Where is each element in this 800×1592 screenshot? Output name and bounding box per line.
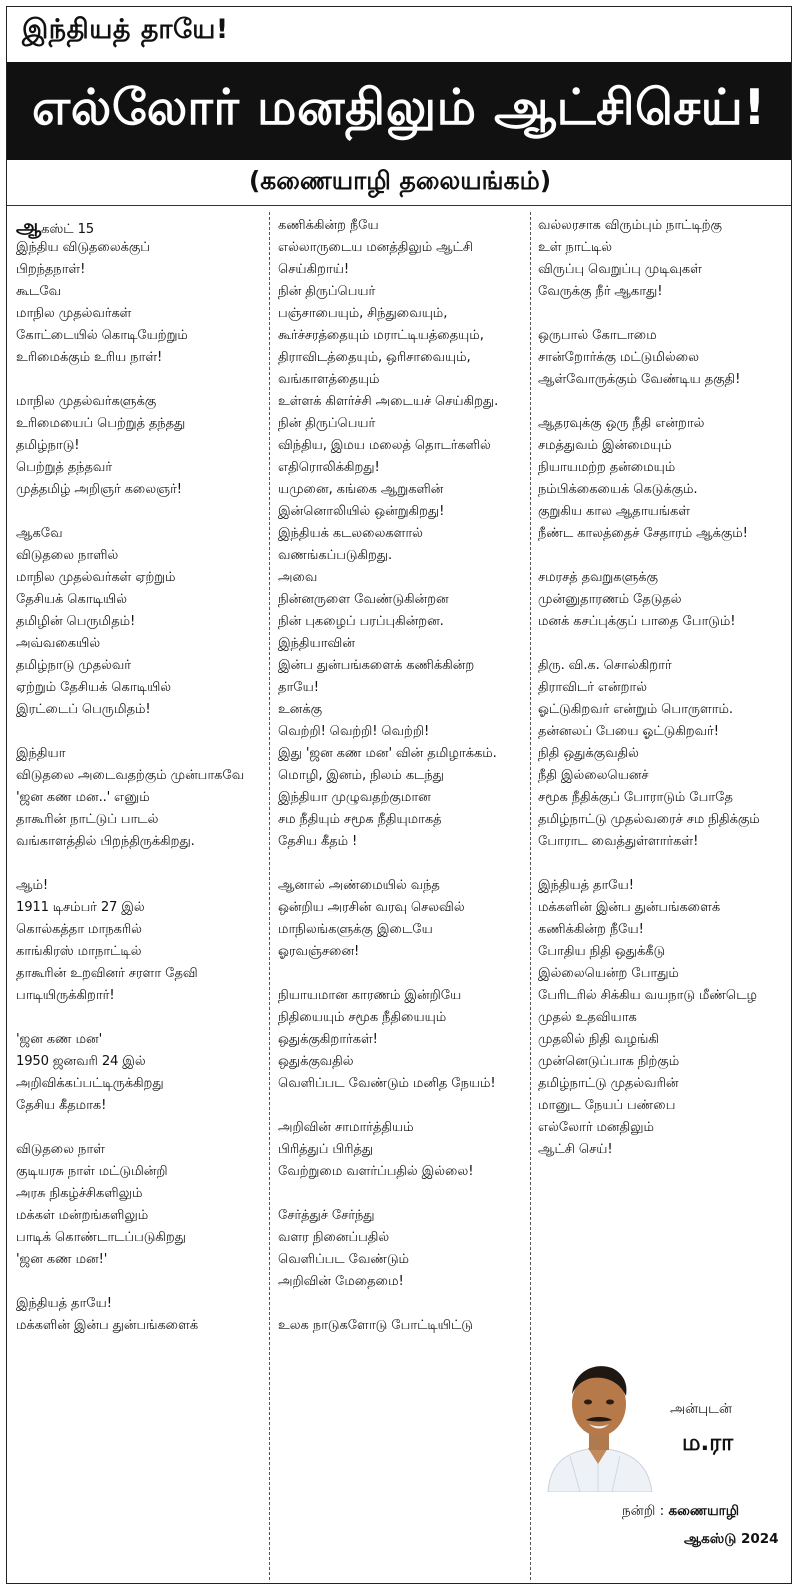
text-line-content: முன்னுதாரணம் தேடுதல் — [538, 592, 682, 607]
text-line — [278, 281, 526, 303]
stanza-break — [278, 853, 526, 875]
stanza-break — [278, 963, 526, 985]
kicker-heading: இந்தியத் தாயே! — [22, 14, 229, 45]
text-line — [538, 479, 783, 501]
text-line-content: சேர்த்துச் சேர்ந்து — [278, 1208, 375, 1223]
text-line — [278, 677, 526, 699]
text-line-content: சான்றோர்க்கு மட்டுமில்லை — [538, 350, 700, 365]
text-line — [278, 655, 526, 677]
text-line — [278, 413, 526, 435]
text-line-content: நின் திருப்பெயர் — [278, 284, 376, 299]
text-line-content: நம்பிக்கையைக் கெடுக்கும். — [538, 482, 698, 497]
text-line — [278, 743, 526, 765]
text-line — [16, 831, 261, 853]
text-line — [16, 875, 261, 897]
text-line-content: தமிழின் பெருமிதம்! — [16, 614, 136, 629]
text-line-content: கணிக்கின்ற நீயே — [278, 218, 379, 233]
text-line — [278, 897, 526, 919]
text-line — [16, 941, 261, 963]
text-line-content: திரு. வி.க. சொல்கிறார் — [538, 658, 672, 673]
text-line — [538, 215, 783, 237]
text-line — [16, 523, 261, 545]
text-line — [278, 1227, 526, 1249]
text-line-content: எல்லோர் மனதிலும் — [538, 1120, 654, 1135]
text-line — [538, 919, 783, 941]
stanza-break — [16, 1117, 261, 1139]
text-line-content: உள்ளக் கிளர்ச்சி அடையச் செய்கிறது. — [278, 394, 499, 409]
text-line-content: நின்னருளை வேண்டுகின்றன — [278, 592, 449, 607]
text-line — [278, 567, 526, 589]
header-divider — [7, 205, 791, 206]
text-column-1 — [16, 215, 261, 1337]
sign-off-text: அன்புடன் — [670, 1401, 732, 1417]
stanza-break — [538, 545, 783, 567]
text-line-content: விடுதலை நாள் — [16, 1142, 105, 1157]
portrait-image — [540, 1352, 658, 1492]
text-line-content: மக்களின் இன்ப துன்பங்களைக் — [16, 1318, 199, 1333]
text-line-content: தமிழ்நாட்டு முதல்வரைச் சம நிதிக்கும் — [538, 812, 760, 827]
text-line — [16, 347, 261, 369]
text-line — [16, 1293, 261, 1315]
text-line — [278, 1117, 526, 1139]
text-line-content: குறுகிய கால ஆதாயங்கள் — [538, 504, 690, 519]
text-line-content: செய்கிறாய்! — [278, 262, 349, 277]
stanza-break — [278, 1183, 526, 1205]
text-line-content: 1950 ஜனவரி 24 இல் — [16, 1054, 146, 1069]
text-line — [538, 325, 783, 347]
text-line-content: வேருக்கு நீர் ஆகாது! — [538, 284, 663, 299]
text-line-content: காங்கிரஸ் மாநாட்டில் — [16, 944, 142, 959]
text-line — [278, 875, 526, 897]
text-line-content: நிதியையும் சமூக நீதியையும் — [278, 1010, 447, 1025]
text-line-content: பஞ்சாபையும், சிந்துவையும், — [278, 306, 448, 321]
text-line — [538, 567, 783, 589]
text-line — [538, 743, 783, 765]
text-line — [16, 567, 261, 589]
text-line-content: சமத்துவம் இன்மையும் — [538, 438, 672, 453]
text-line — [278, 633, 526, 655]
headline: எல்லோர் மனதிலும் ஆட்சிசெய்! — [31, 79, 767, 136]
text-column-3 — [538, 215, 783, 1161]
text-line — [538, 1117, 783, 1139]
text-line-content: ஆட்சி செய்! — [538, 1142, 613, 1157]
text-line-content: திராவிடர் என்றால் — [538, 680, 647, 695]
stanza-break — [538, 853, 783, 875]
text-line — [16, 589, 261, 611]
text-line — [278, 765, 526, 787]
stanza-break — [538, 391, 783, 413]
stanza-break — [16, 1271, 261, 1293]
text-line-content: உரிமையைப் பெற்றுத் தந்தது — [16, 416, 186, 431]
text-line-content: விடுதலை அடைவதற்கும் முன்பாகவே — [16, 768, 245, 783]
text-line-content: நிதி ஒதுக்குவதில் — [538, 746, 639, 761]
text-line-content: எதிரொலிக்கிறது! — [278, 460, 380, 475]
text-line — [538, 1095, 783, 1117]
text-line — [538, 699, 783, 721]
text-line-content: 'ஜன கண மன..' எனும் — [16, 790, 150, 805]
text-line — [16, 1249, 261, 1271]
text-line — [538, 281, 783, 303]
text-line — [278, 831, 526, 853]
text-line — [538, 721, 783, 743]
text-line — [16, 281, 261, 303]
text-line — [16, 325, 261, 347]
text-line — [538, 347, 783, 369]
text-line-content: அறிவின் மேதைமை! — [278, 1274, 404, 1289]
text-line-content: அவ்வகையில் — [16, 636, 101, 651]
text-line-content: ஒதுக்குவதில் — [278, 1054, 354, 1069]
text-line-content: இரட்டைப் பெருமிதம்! — [16, 702, 151, 717]
credit-label: நன்றி : — [622, 1503, 665, 1519]
text-line — [538, 523, 783, 545]
text-line — [538, 809, 783, 831]
text-line — [278, 1007, 526, 1029]
text-line-content: எல்லாருடைய மனத்திலும் ஆட்சி — [278, 240, 474, 255]
text-line — [278, 391, 526, 413]
text-line — [16, 1139, 261, 1161]
text-line-content: மக்களின் இன்ப துன்பங்களைக் — [538, 900, 721, 915]
text-line-content: வெளிப்பட வேண்டும் மனித நேயம்! — [278, 1076, 496, 1091]
stanza-break — [16, 1007, 261, 1029]
text-line — [278, 215, 526, 237]
text-line-content: ஓரவஞ்சனை! — [278, 944, 360, 959]
text-column-2 — [278, 215, 526, 1337]
text-line-content: சம நீதியும் சமூக நீதியுமாகத் — [278, 812, 442, 827]
text-line-content: தாயே! — [278, 680, 319, 695]
text-line-content: பிறந்தநாள்! — [16, 262, 86, 277]
text-line-content: இந்தியத் தாயே! — [538, 878, 634, 893]
text-line-content: கொல்கத்தா மாநகரில் — [16, 922, 142, 937]
text-line-content: முதலில் நிதி வழங்கி — [538, 1032, 659, 1047]
text-line — [538, 413, 783, 435]
text-line — [278, 1073, 526, 1095]
text-line — [16, 237, 261, 259]
text-line — [538, 1007, 783, 1029]
text-line — [538, 787, 783, 809]
text-line-content: தேசிய கீதமாக! — [16, 1098, 107, 1113]
text-line — [278, 303, 526, 325]
text-line-content: இந்தியா முழுவதற்குமான — [278, 790, 431, 805]
column-divider — [269, 212, 270, 1580]
text-line-content: நின் திருப்பெயர் — [278, 416, 376, 431]
text-line-content: விடுதலை நாளில் — [16, 548, 119, 563]
text-line — [278, 259, 526, 281]
text-line-content: முத்தமிழ் அறிஞர் கலைஞர்! — [16, 482, 182, 497]
text-line — [16, 1029, 261, 1051]
text-line-content: இந்தியக் கடலலைகளால் — [278, 526, 423, 541]
text-line-content: இன்ப துன்பங்களைக் கணிக்கின்ற — [278, 658, 475, 673]
text-line — [278, 237, 526, 259]
text-line-content: வங்காளத்தில் பிறந்திருக்கிறது. — [16, 834, 195, 849]
text-line — [538, 875, 783, 897]
stanza-break — [538, 303, 783, 325]
text-line — [538, 1073, 783, 1095]
text-line — [538, 1051, 783, 1073]
text-line — [16, 413, 261, 435]
text-line-content: ஆனால் அண்மையில் வந்த — [278, 878, 440, 893]
text-line — [278, 501, 526, 523]
text-line — [16, 919, 261, 941]
text-line-content: உள் நாட்டில் — [538, 240, 612, 255]
text-line-content: அறிவின் சாமார்த்தியம் — [278, 1120, 414, 1135]
text-line-content: இன்னொலியில் ஒன்றுகிறது! — [278, 504, 445, 519]
text-line-content: பெற்றுத் தந்தவர் — [16, 460, 113, 475]
text-line-content: உரிமைக்கும் உரிய நாள்! — [16, 350, 163, 365]
text-line — [16, 545, 261, 567]
text-line-content: நியாயமற்ற தன்மையும் — [538, 460, 676, 475]
text-line — [538, 611, 783, 633]
text-line — [538, 369, 783, 391]
text-line-content: ஆம்! — [16, 878, 48, 893]
text-line — [538, 831, 783, 853]
text-line — [538, 589, 783, 611]
text-line-content: வங்காளத்தையும் — [278, 372, 380, 387]
text-line-content: குடியரசு நாள் மட்டுமின்றி — [16, 1164, 168, 1179]
credit-source: கணையாழி — [668, 1503, 740, 1519]
text-line — [538, 941, 783, 963]
stanza-break — [16, 721, 261, 743]
stanza-break — [16, 501, 261, 523]
text-line-content: தமிழ்நாடு முதல்வர் — [16, 658, 131, 673]
text-line-content: வல்லரசாக விரும்பும் நாட்டிற்கு — [538, 218, 722, 233]
text-line — [278, 1139, 526, 1161]
text-line — [538, 457, 783, 479]
text-line — [538, 259, 783, 281]
text-line — [278, 1205, 526, 1227]
text-line-content: கூடவே — [16, 284, 62, 299]
text-line-content: கணிக்கின்ற நீயே! — [538, 922, 644, 937]
text-line — [16, 765, 261, 787]
text-line — [278, 699, 526, 721]
headline-banner — [7, 62, 791, 160]
text-line-content: இந்தியாவின் — [278, 636, 355, 651]
text-line — [16, 897, 261, 919]
stanza-break — [16, 853, 261, 875]
text-line — [16, 1051, 261, 1073]
text-line — [538, 435, 783, 457]
text-line-content: மாநில முதல்வர்களுக்கு — [16, 394, 157, 409]
text-line-content: நீண்ட காலத்தைச் சேதாரம் ஆக்கும்! — [538, 526, 748, 541]
text-line-content: மொழி, இனம், நிலம் கடந்து — [278, 768, 444, 783]
text-line-content: தாகூரின் நாட்டுப் பாடல் — [16, 812, 159, 827]
text-line — [538, 655, 783, 677]
issue-date: ஆகஸ்டு 2024 — [684, 1531, 779, 1547]
text-line-content: கஸ்ட் 15 — [41, 222, 94, 237]
text-line — [278, 325, 526, 347]
text-line — [538, 677, 783, 699]
text-line — [278, 479, 526, 501]
text-line-content: மாநில முதல்வர்கள் ஏற்றும் — [16, 570, 176, 585]
text-line-content: தமிழ்நாடு! — [16, 438, 80, 453]
text-line-content: உலக நாடுகளோடு போட்டியிட்டு — [278, 1318, 473, 1333]
stanza-break — [278, 1095, 526, 1117]
text-line-content: இல்லையென்ற போதும் — [538, 966, 679, 981]
text-line — [278, 435, 526, 457]
text-line — [16, 809, 261, 831]
text-line-content: வணங்கப்படுகிறது. — [278, 548, 392, 563]
stanza-break — [278, 1293, 526, 1315]
text-line-content: இந்தியா — [16, 746, 66, 761]
text-line-content: வளர நினைப்பதில் — [278, 1230, 390, 1245]
drop-cap: ஆ — [16, 214, 42, 238]
text-line — [16, 1183, 261, 1205]
text-line — [538, 1029, 783, 1051]
text-line — [16, 1073, 261, 1095]
text-line — [16, 1205, 261, 1227]
text-line — [278, 721, 526, 743]
text-line-content: வேற்றுமை வளர்ப்பதில் இல்லை! — [278, 1164, 474, 1179]
text-line — [278, 457, 526, 479]
text-line-content: அறிவிக்கப்பட்டிருக்கிறது — [16, 1076, 164, 1091]
text-line-content: மனக் கசப்புக்குப் பாதை போடும்! — [538, 614, 736, 629]
text-line-content: இது 'ஜன கண மன' வின் தமிழாக்கம். — [278, 746, 497, 761]
text-line-content: வெளிப்பட வேண்டும் — [278, 1252, 409, 1267]
text-line-content: முன்னெடுப்பாக நிற்கும் — [538, 1054, 680, 1069]
text-line — [538, 765, 783, 787]
text-line — [16, 259, 261, 281]
text-line-content: பேரிடரில் சிக்கிய வயநாடு மீண்டெழ — [538, 988, 757, 1003]
text-line — [278, 1161, 526, 1183]
text-line-content: வெற்றி! வெற்றி! வெற்றி! — [278, 724, 430, 739]
text-line-content: ஒருபால் கோடாமை — [538, 328, 657, 343]
text-line-content: ஆதரவுக்கு ஒரு நீதி என்றால் — [538, 416, 705, 431]
text-line — [16, 303, 261, 325]
text-line — [16, 215, 261, 237]
text-line — [538, 985, 783, 1007]
text-line-content: கோட்டையில் கொடியேற்றும் — [16, 328, 188, 343]
text-line — [16, 479, 261, 501]
text-line-content: போதிய நிதி ஒதுக்கீடு — [538, 944, 666, 959]
text-line-content: இந்தியத் தாயே! — [16, 1296, 112, 1311]
text-line-content: பாடிக் கொண்டாடப்படுகிறது — [16, 1230, 186, 1245]
text-line-content: 1911 டிசம்பர் 27 இல் — [16, 900, 145, 915]
text-line-content: அவை — [278, 570, 318, 585]
text-line — [16, 611, 261, 633]
text-line — [278, 545, 526, 567]
text-line-content: தேசியக் கொடியில் — [16, 592, 127, 607]
text-line-content: ஆள்வோருக்கும் வேண்டிய தகுதி! — [538, 372, 741, 387]
author-name: ம.ரா — [682, 1430, 734, 1456]
text-line-content: விருப்பு வெறுப்பு முடிவுகள் — [538, 262, 702, 277]
text-line-content: ஒதுக்குகிறார்கள்! — [278, 1032, 378, 1047]
text-line-content: மக்கள் மன்றங்களிலும் — [16, 1208, 149, 1223]
author-photo — [540, 1352, 658, 1492]
text-line — [278, 941, 526, 963]
text-line — [278, 1315, 526, 1337]
text-line-content: தமிழ்நாட்டு முதல்வரின் — [538, 1076, 679, 1091]
text-line — [538, 501, 783, 523]
text-line — [278, 1271, 526, 1293]
text-line — [278, 1051, 526, 1073]
text-line — [278, 589, 526, 611]
text-line — [538, 963, 783, 985]
text-line — [16, 1315, 261, 1337]
text-line — [16, 633, 261, 655]
text-line-content: யமுனை, கங்கை ஆறுகளின் — [278, 482, 444, 497]
text-line — [278, 523, 526, 545]
text-line — [16, 1227, 261, 1249]
text-line-content: மாநில முதல்வர்கள் — [16, 306, 132, 321]
text-line — [16, 1161, 261, 1183]
text-line — [538, 237, 783, 259]
text-line — [278, 919, 526, 941]
text-line — [16, 787, 261, 809]
subtitle: (கணையாழி தலையங்கம்) — [248, 166, 552, 195]
text-line — [278, 369, 526, 391]
text-line-content: விந்திய, இமய மலைத் தொடர்களில் — [278, 438, 491, 453]
text-line-content: அரசு நிகழ்ச்சிகளிலும் — [16, 1186, 143, 1201]
text-line — [16, 457, 261, 479]
text-line-content: ஆகவே — [16, 526, 63, 541]
text-line — [278, 611, 526, 633]
text-line-content: 'ஜன கண மன' — [16, 1032, 103, 1047]
text-line — [278, 985, 526, 1007]
text-line — [16, 655, 261, 677]
text-line-content: போராட வைத்துள்ளார்கள்! — [538, 834, 699, 849]
text-line-content: தேசிய கீதம் ! — [278, 834, 358, 849]
text-line — [278, 347, 526, 369]
text-line — [16, 985, 261, 1007]
text-line — [278, 787, 526, 809]
text-line-content: 'ஜன கண மன!' — [16, 1252, 108, 1267]
text-line-content: பிரித்துப் பிரித்து — [278, 1142, 374, 1157]
text-line-content: கூர்ச்சரத்தையும் மராட்டியத்தையும், — [278, 328, 484, 343]
column-divider — [530, 212, 531, 1580]
text-line — [16, 1095, 261, 1117]
text-line-content: ஓட்டுகிறவர் என்றும் பொருளாம். — [538, 702, 733, 717]
text-line — [16, 963, 261, 985]
text-line-content: மாநிலங்களுக்கு இடையே — [278, 922, 433, 937]
stanza-break — [538, 633, 783, 655]
text-line — [278, 809, 526, 831]
text-line — [16, 743, 261, 765]
text-line-content: ஏற்றும் தேசியக் கொடியில் — [16, 680, 172, 695]
text-line — [538, 897, 783, 919]
text-line — [16, 435, 261, 457]
text-line-content: நின் புகழைப் பரப்புகின்றன. — [278, 614, 444, 629]
text-line-content: பாடியிருக்கிறார்! — [16, 988, 115, 1003]
text-line-content: உனக்கு — [278, 702, 323, 717]
text-line-content: தன்னலப் பேயை ஓட்டுகிறவர்! — [538, 724, 719, 739]
text-line — [16, 391, 261, 413]
text-line-content: முதல் உதவியாக — [538, 1010, 637, 1025]
text-line-content: சமரசத் தவறுகளுக்கு — [538, 570, 658, 585]
text-line — [16, 677, 261, 699]
text-line-content: ஒன்றிய அரசின் வரவு செலவில் — [278, 900, 465, 915]
stanza-break — [16, 369, 261, 391]
text-line — [278, 1029, 526, 1051]
text-line-content: சமூக நீதிக்குப் போராடும் போதே — [538, 790, 733, 805]
text-line-content: நியாயமான காரணம் இன்றியே — [278, 988, 462, 1003]
text-line-content: நீதி இல்லையெனச் — [538, 768, 649, 783]
credit-line — [622, 1503, 739, 1521]
text-line-content: திராவிடத்தையும், ஒரிசாவையும், — [278, 350, 471, 365]
text-line — [16, 699, 261, 721]
text-line — [538, 1139, 783, 1161]
text-line-content: இந்திய விடுதலைக்குப் — [16, 240, 150, 255]
text-line-content: மானுட நேயப் பண்பை — [538, 1098, 676, 1113]
text-line — [278, 1249, 526, 1271]
text-line-content: தாகூரின் உறவினர் சரளா தேவி — [16, 966, 198, 981]
